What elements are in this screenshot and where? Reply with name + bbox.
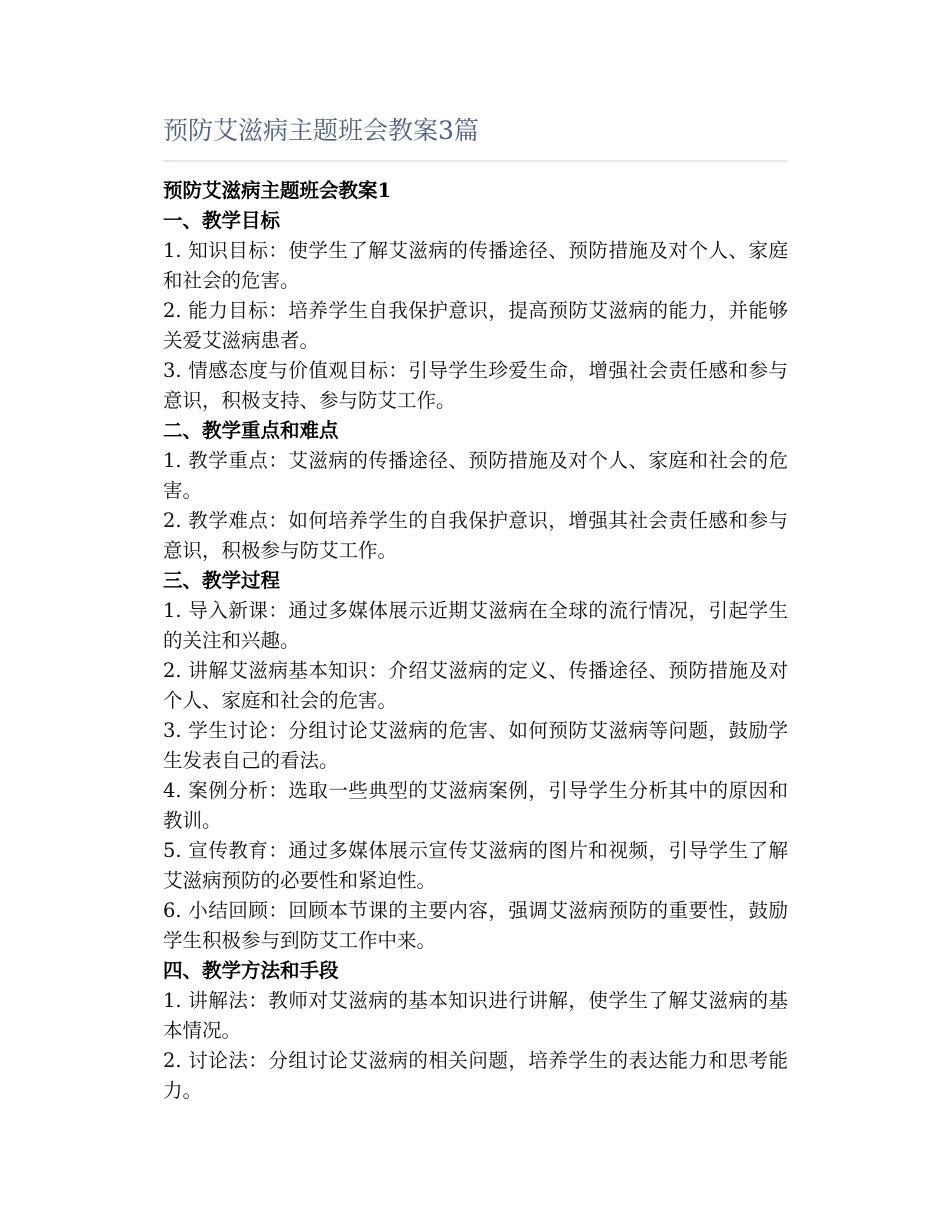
process-item: 1. 导入新课：通过多媒体展示近期艾滋病在全球的流行情况，引起学生的关注和兴趣。: [163, 599, 788, 652]
key-point-item: 1. 教学重点：艾滋病的传播途径、预防措施及对个人、家庭和社会的危害。: [163, 449, 788, 502]
document-title: 预防艾滋病主题班会教案3篇: [163, 116, 479, 145]
key-point-item: 2. 教学难点：如何培养学生的自我保护意识，增强其社会责任感和参与意识，积极参与防艾工作。: [163, 509, 788, 562]
section-title: 预防艾滋病主题班会教案1: [163, 179, 392, 202]
objective-item: 3. 情感态度与价值观目标：引导学生珍爱生命，增强社会责任感和参与意识，积极支持、参与防艾工作。: [163, 359, 788, 412]
process-item: 2. 讲解艾滋病基本知识：介绍艾滋病的定义、传播途径、预防措施及对个人、家庭和社会的危害。: [163, 659, 788, 712]
method-item: 1. 讲解法：教师对艾滋病的基本知识进行讲解，使学生了解艾滋病的基本情况。: [163, 989, 788, 1042]
objective-item: 2. 能力目标：培养学生自我保护意识，提高预防艾滋病的能力，并能够关爱艾滋病患者。: [163, 299, 788, 352]
heading-process: 三、教学过程: [163, 569, 281, 592]
process-item: 6. 小结回顾：回顾本节课的主要内容，强调艾滋病预防的重要性，鼓励学生积极参与到防艾工作中来。: [163, 899, 788, 952]
heading-objectives: 一、教学目标: [163, 209, 281, 232]
heading-key-points: 二、教学重点和难点: [163, 419, 339, 442]
process-item: 4. 案例分析：选取一些典型的艾滋病案例，引导学生分析其中的原因和教训。: [163, 779, 788, 832]
process-item: 3. 学生讨论：分组讨论艾滋病的危害、如何预防艾滋病等问题，鼓励学生发表自己的看法。: [163, 719, 788, 772]
title-divider: [163, 160, 788, 162]
heading-methods: 四、教学方法和手段: [163, 959, 339, 982]
method-item: 2. 讨论法：分组讨论艾滋病的相关问题，培养学生的表达能力和思考能力。: [163, 1049, 788, 1102]
objective-item: 1. 知识目标：使学生了解艾滋病的传播途径、预防措施及对个人、家庭和社会的危害。: [163, 239, 788, 292]
document-page: [163, 112, 788, 1106]
process-item: 5. 宣传教育：通过多媒体展示宣传艾滋病的图片和视频，引导学生了解艾滋病预防的必要性和紧迫性。: [163, 839, 788, 892]
